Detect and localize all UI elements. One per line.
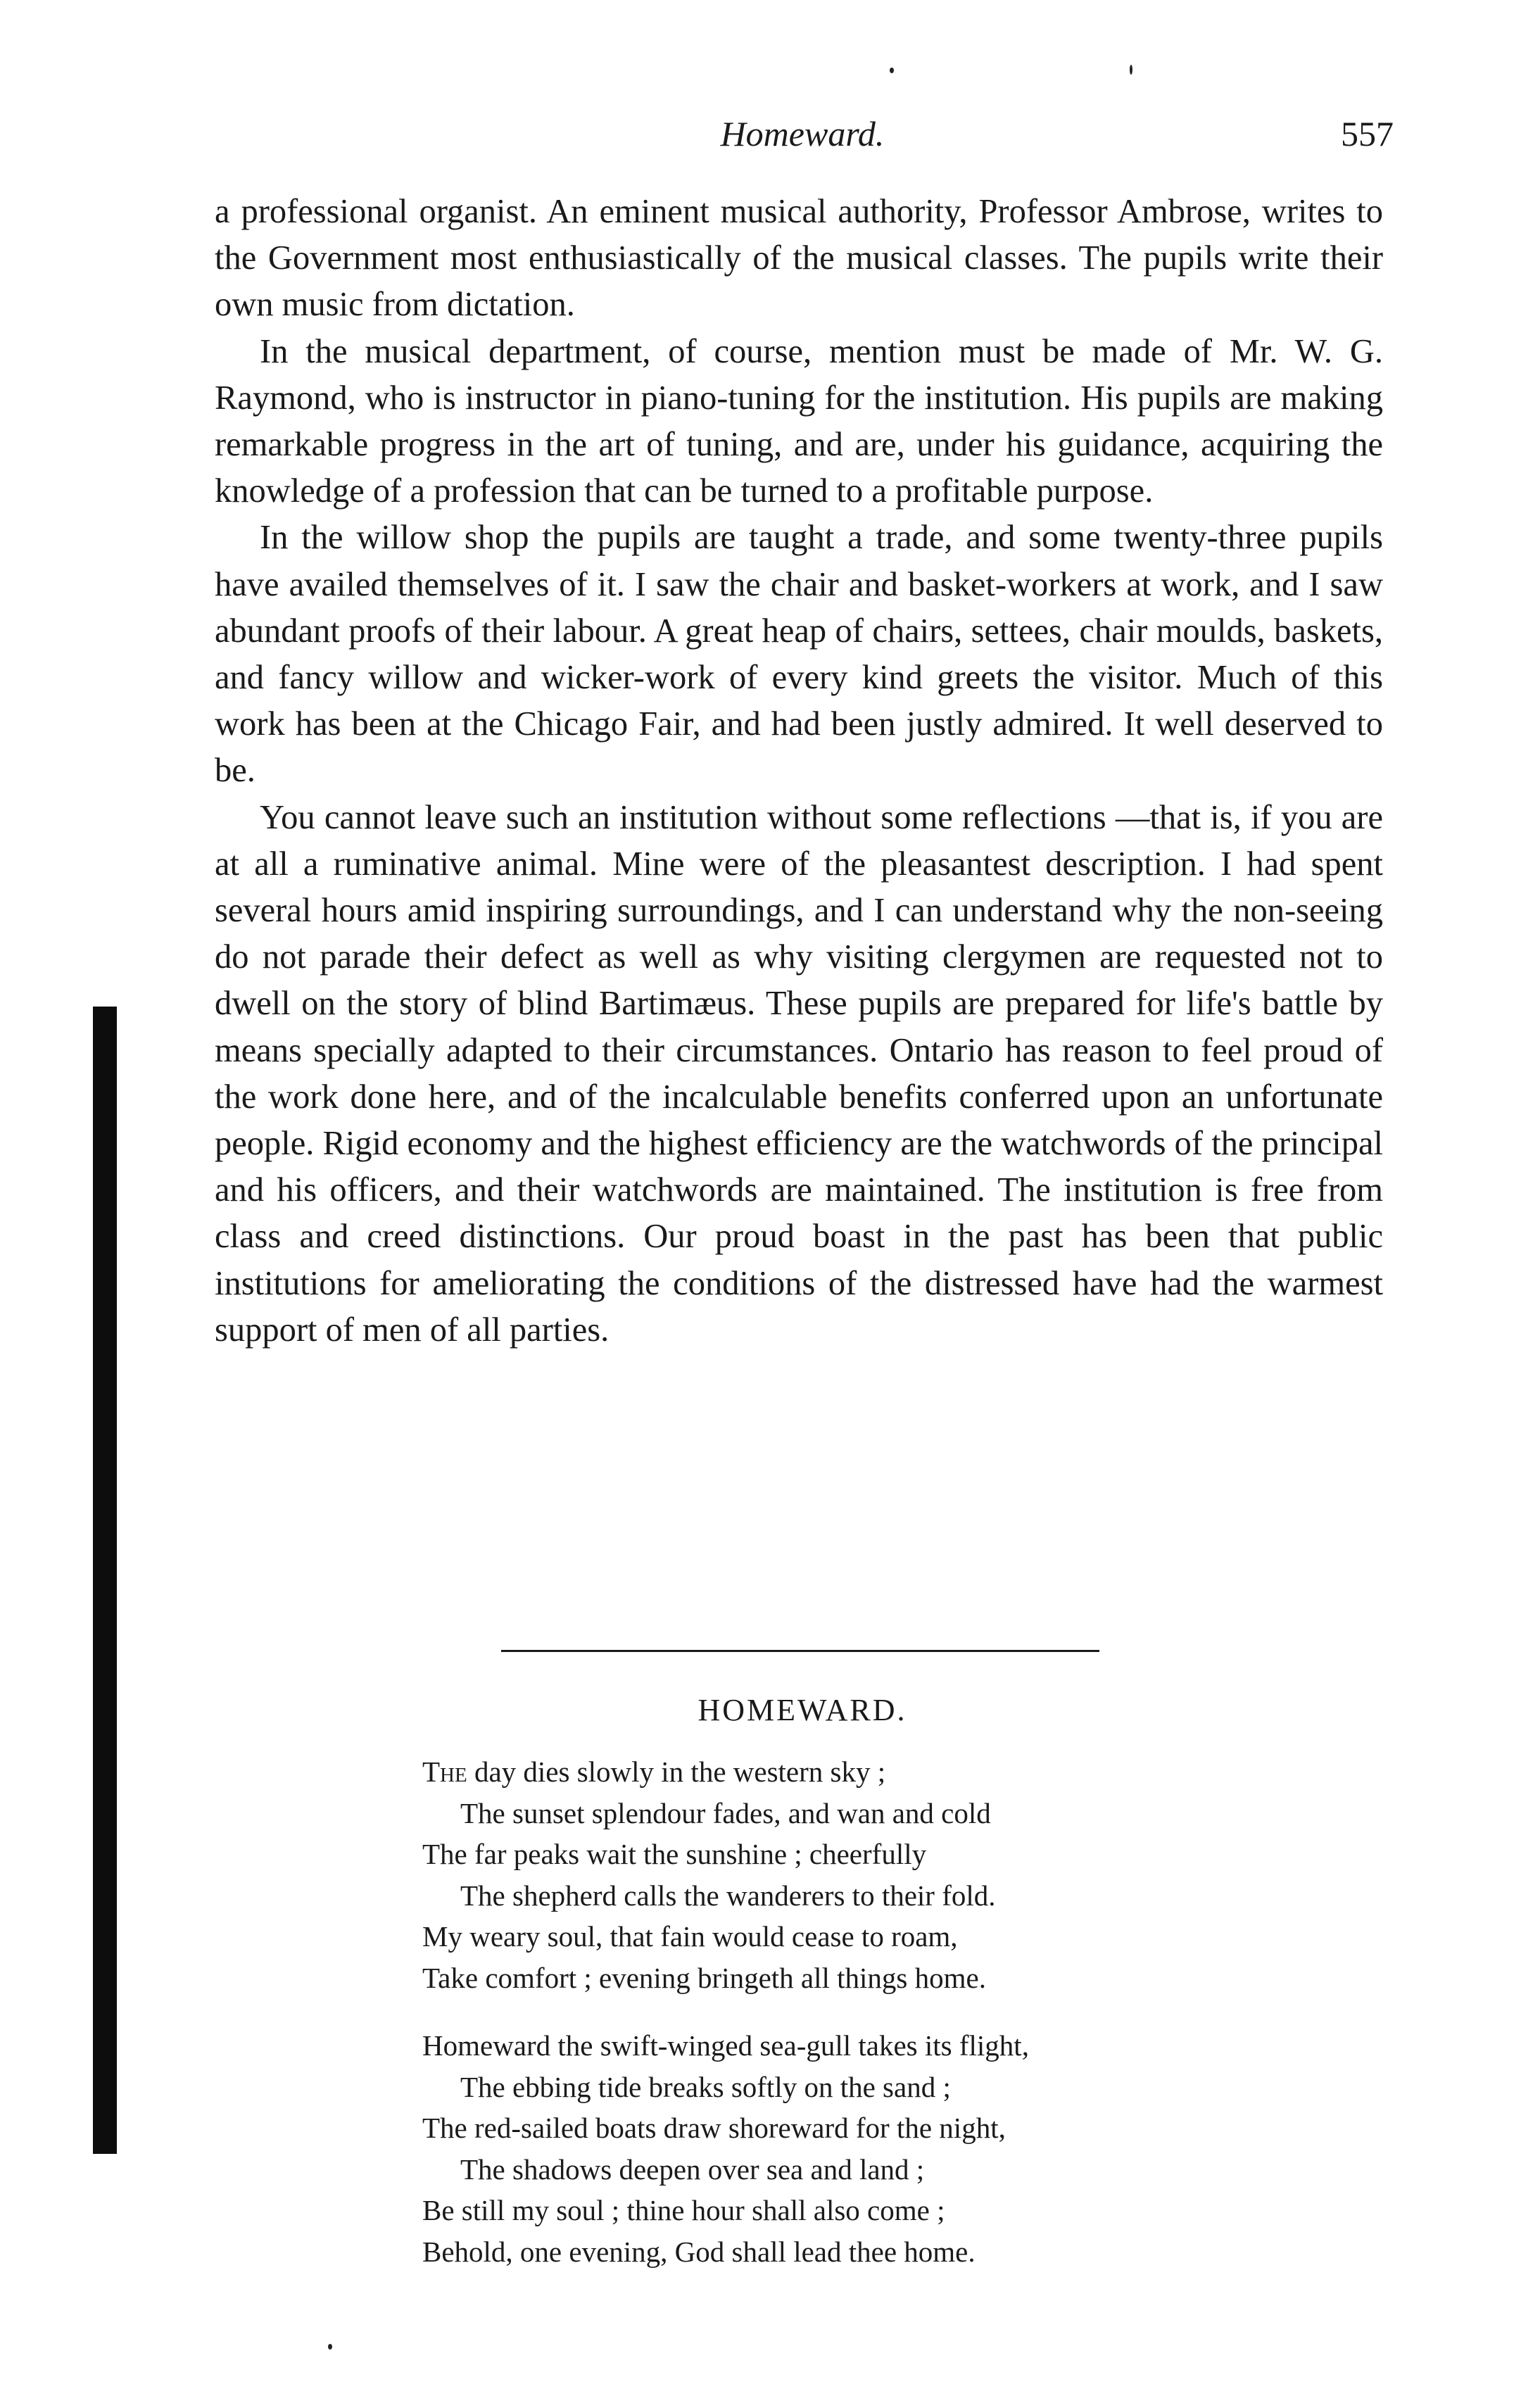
poem-line: [422, 1751, 1323, 1793]
poem-line: The sunset splendour fades, and wan and cold: [460, 1796, 991, 1829]
poem-line: Be still my soul ; thine hour shall also come ;: [422, 2194, 945, 2226]
poem-line: The ebbing tide breaks softly on the sand ;: [460, 2070, 951, 2103]
poem-line-rest: day dies slowly in the western sky ;: [467, 1755, 886, 1788]
poem-title: HOMEWARD.: [698, 1693, 907, 1727]
body-text: [215, 189, 1383, 1354]
poem-line: Homeward the swift-winged sea-gull takes its flight,: [422, 2029, 1029, 2062]
page-number: 557: [1341, 114, 1394, 153]
poem-line: The far peaks wait the sunshine ; cheerfully: [422, 1838, 927, 1870]
poem-stanza-2: [422, 2025, 1323, 2272]
poem-line: Behold, one evening, God shall lead thee home.: [422, 2235, 976, 2268]
paragraph: You cannot leave such an institution without some reflections —that is, if you are at all a ruminative animal. Mine were of the pleasantest description. I had spent several hours amid inspiring surroundings, and I can understand why the non-seeing do not parade their defect as well as why visiting clergymen are requested not to dwell on the story of blind Bartimæus. These pupils are prepared for life's battle by means specially adapted to their circumstances. Ontario has reason to feel proud of the work done here, and of the incalculable benefits conferred upon an unfortunate people. Rigid economy and the highest efficiency are the watchwords of the principal and his officers, and their watchwords are maintained. The institution is free from class and creed distinctions. Our proud boast in the past has been that public institutions for ameliorating the conditions of the distressed have had the warmest support of men of all parties.: [215, 798, 1383, 1349]
running-title: Homeward.: [720, 114, 885, 153]
binding-edge-shadow: [93, 1007, 117, 2154]
poem-stanza-1: [422, 1751, 1323, 1998]
section-divider: [501, 1650, 1099, 1652]
print-speck: [1130, 65, 1132, 75]
poem-line: The shepherd calls the wanderers to their fold.: [460, 1879, 996, 1912]
poem-line: The red-sailed boats draw shoreward for the night,: [422, 2112, 1006, 2144]
print-speck: [890, 68, 894, 73]
poem-line: Take comfort ; evening bringeth all things home.: [422, 1961, 986, 1994]
print-speck: [328, 2344, 332, 2350]
paragraph: a professional organist. An eminent musical authority, Professor Ambrose, writes to the Government most enthusiastically of the musical classes. The pupils write their own music from dictation.: [215, 193, 1383, 324]
paragraph: In the willow shop the pupils are taught a trade, and some twenty-three pupils have availed themselves of it. I saw the chair and basket-workers at work, and I saw abundant proofs of their labour. A great heap of chairs, settees, chair moulds, baskets, and fancy willow and wicker-work of every kind greets the visitor. Much of this work has been at the Chicago Fair, and had been justly admired. It well deserved to be.: [215, 519, 1383, 790]
running-head: [211, 106, 1394, 162]
paragraph: In the musical department, of course, mention must be made of Mr. W. G. Raymond, who is instructor in piano-tuning for the institution. His pupils are making remarkable progress in the art of tuning, and are, under his guidance, acquiring the knowledge of a profession that can be turned to a profitable purpose.: [215, 332, 1383, 510]
poem: [422, 1751, 1323, 2299]
poem-line: My weary soul, that fain would cease to roam,: [422, 1920, 958, 1953]
poem-line: The shadows deepen over sea and land ;: [460, 2152, 925, 2186]
poem-first-word: The: [422, 1755, 467, 1788]
